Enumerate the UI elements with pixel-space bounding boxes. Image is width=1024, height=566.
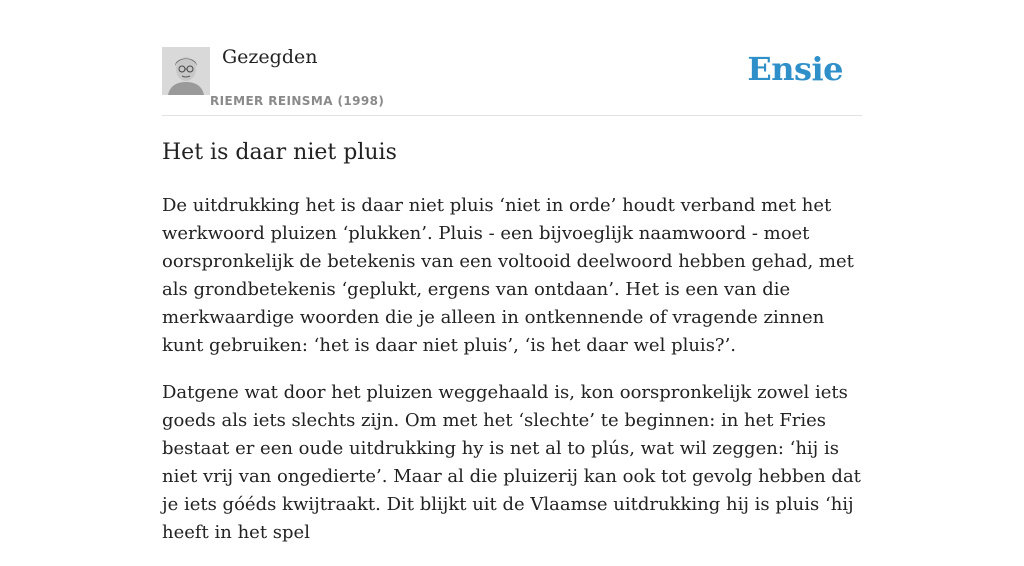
paragraph: De uitdrukking het is daar niet pluis ‘niet in orde’ houdt verband met het werkwoord pluizen ‘plukken’. Pluis - een bijvoeglijk naamwoord - moet oorspronkelijk de betekenis van een voltooid deelwoord hebben gehad, met als grondbetekenis ‘geplukt, ergens van ontdaan’. Het is een van die merkwaardige woorden die je alleen in ontkennende of vragende zinnen kunt gebruiken: ‘het is daar niet pluis’, ‘is het daar wel pluis?’. [162,195,854,356]
entry-title: Het is daar niet pluis [162,140,397,165]
book-title-link[interactable]: Gezegden [222,46,318,68]
brand-logo[interactable]: Ensie [747,50,843,88]
entry-body [162,192,862,566]
author-avatar[interactable] [162,47,210,95]
author-label: RIEMER REINSMA (1998) [210,94,385,108]
page [162,0,862,543]
author-portrait-icon [162,47,210,95]
paragraph: Datgene wat door het pluizen weggehaald is, kon oorspronkelijk zowel iets goeds als iets slechts zijn. Om met het ‘slechte’ te beginnen: in het Fries bestaat er een oude uitdrukking hy is net al to plús, wat wil zeggen: ‘hij is niet vrij van ongedierte’. Maar al die pluizerij kan ook tot gevolg hebben dat je iets góéds kwijtraakt. Dit blijkt uit de Vlaamse uitdrukking hij is pluis ‘hij heeft in het spel [162,382,861,543]
header [162,0,862,116]
